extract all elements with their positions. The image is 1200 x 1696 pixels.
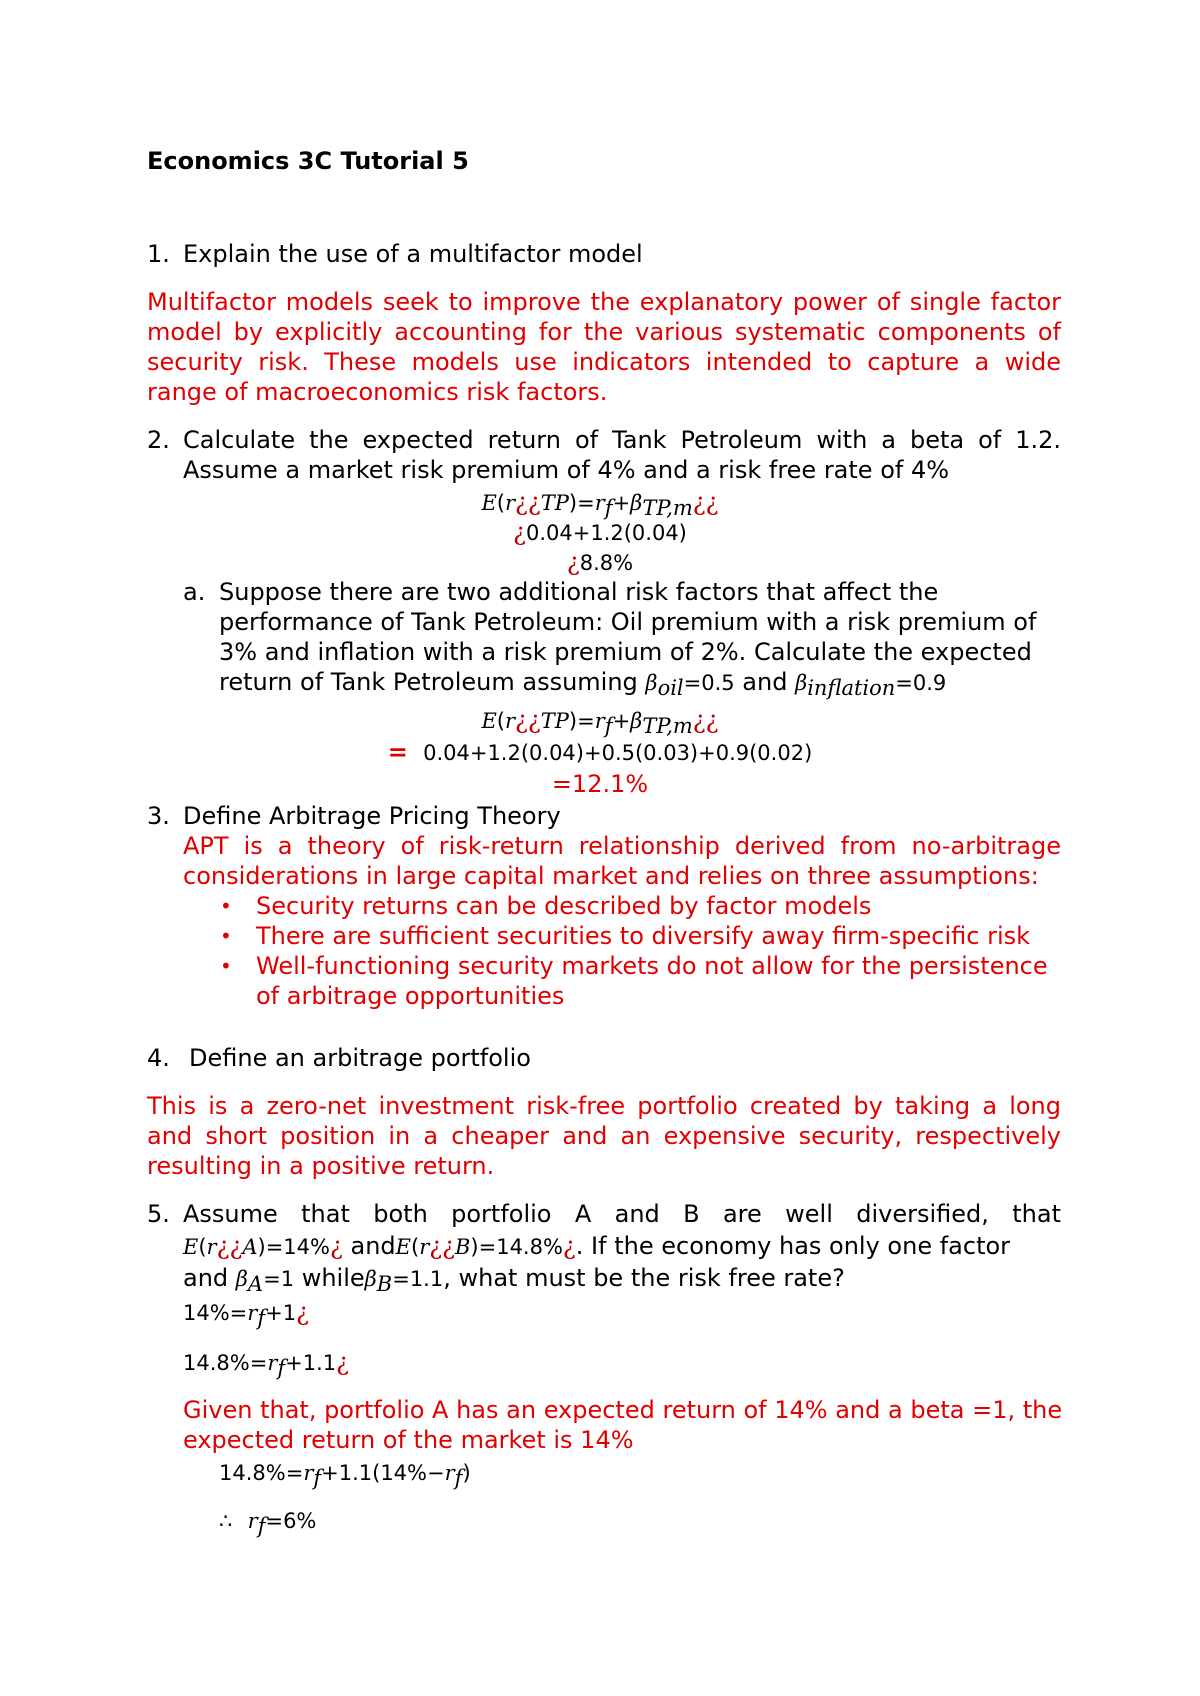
list-item: Security returns can be described by factor models xyxy=(256,892,872,920)
question-number: 5. xyxy=(147,1200,170,1228)
question-text: Assume that both portfolio A and B are well diversified, that xyxy=(183,1200,1061,1228)
list-item: Well-functioning security markets do not allow for the persistence xyxy=(256,952,1048,980)
question-text: Explain the use of a multifactor model xyxy=(183,240,643,268)
question-text: Assume a market risk premium of 4% and a risk free rate of 4% xyxy=(183,456,950,484)
question-text: and $\beta_A=1$ whileβ$_B$=1.1, what must be the risk free rate? xyxy=(183,1264,845,1296)
question-text: Suppose there are two additional risk factors that affect the xyxy=(219,578,939,606)
bullet-icon: • xyxy=(220,924,232,948)
calculation-line: $14.8\%=r_f+1.1(14\%-r_f)$ xyxy=(219,1461,471,1490)
equation: ¿0.04+1.2(0.04) xyxy=(513,518,687,546)
answer-line: model by explicitly accounting for the various systematic components of xyxy=(147,318,1061,346)
equation: ¿8.8% xyxy=(566,548,634,576)
answer-line: APT is a theory of risk-return relationship derived from no-arbitrage xyxy=(183,832,1061,860)
question-number: 3. xyxy=(147,802,170,830)
answer-line: Given that, portfolio A has an expected return of 14% and a beta =1, the xyxy=(183,1396,1063,1424)
answer-line: This is a zero-net investment risk-free portfolio created by taking a long xyxy=(147,1092,1061,1120)
answer-result: =12.1% xyxy=(551,770,649,798)
question-text: Define an arbitrage portfolio xyxy=(189,1044,531,1072)
answer-line: Multifactor models seek to improve the explanatory power of single factor xyxy=(147,288,1061,316)
bullet-icon: • xyxy=(220,894,232,918)
sub-question-label: a. xyxy=(183,578,206,606)
question-text: Define Arbitrage Pricing Theory xyxy=(183,802,561,830)
answer-line: range of macroeconomics risk factors. xyxy=(147,378,608,406)
answer-line: security risk. These models use indicators intended to capture a wide xyxy=(147,348,1061,376)
list-item: There are sufficient securities to diversify away firm-specific risk xyxy=(256,922,1031,950)
calculation-line: $14\%=r_f+1¿$ xyxy=(183,1298,309,1330)
equation: $E(r¿¿TP)=r_f+\beta_{TP,m}¿¿$ xyxy=(481,488,719,520)
answer-line: expected return of the market is 14% xyxy=(183,1426,634,1454)
question-text: performance of Tank Petroleum: Oil premium with a risk premium of xyxy=(219,608,1037,636)
page-title: Economics 3C Tutorial 5 xyxy=(147,147,469,175)
bullet-icon: • xyxy=(220,954,232,978)
question-text: return of Tank Petroleum assuming $\beta_{oil}=0.5$ and $\beta_{inflation}=0.9$ xyxy=(219,668,947,700)
equation: $E(r¿¿TP)=r_f+\beta_{TP,m}¿¿$ xyxy=(481,706,719,738)
calculation-line: $14.8\%=r_f+1.1¿$ xyxy=(183,1348,350,1380)
question-text: Calculate the expected return of Tank Petroleum with a beta of 1.2. xyxy=(183,426,1061,454)
question-number: 4. xyxy=(147,1044,170,1072)
answer-line: and short position in a cheaper and an expensive security, respectively xyxy=(147,1122,1061,1150)
equation: = 0.04+1.2(0.04)+0.5(0.03)+0.9(0.02) xyxy=(387,738,813,766)
calculation-line: ∴ $r_f=6\%$ xyxy=(219,1509,317,1538)
question-text: 3% and inflation with a risk premium of 2%. Calculate the expected xyxy=(219,638,1032,666)
question-number: 1. xyxy=(147,240,170,268)
answer-line: considerations in large capital market and relies on three assumptions: xyxy=(183,862,1039,890)
list-item-continued: of arbitrage opportunities xyxy=(256,982,565,1010)
question-text: E(r¿¿A)=14%¿ andE(r¿¿B)=14.8%¿. If the economy has only one factor xyxy=(183,1232,1011,1260)
answer-line: resulting in a positive return. xyxy=(147,1152,495,1180)
question-number: 2. xyxy=(147,426,170,454)
